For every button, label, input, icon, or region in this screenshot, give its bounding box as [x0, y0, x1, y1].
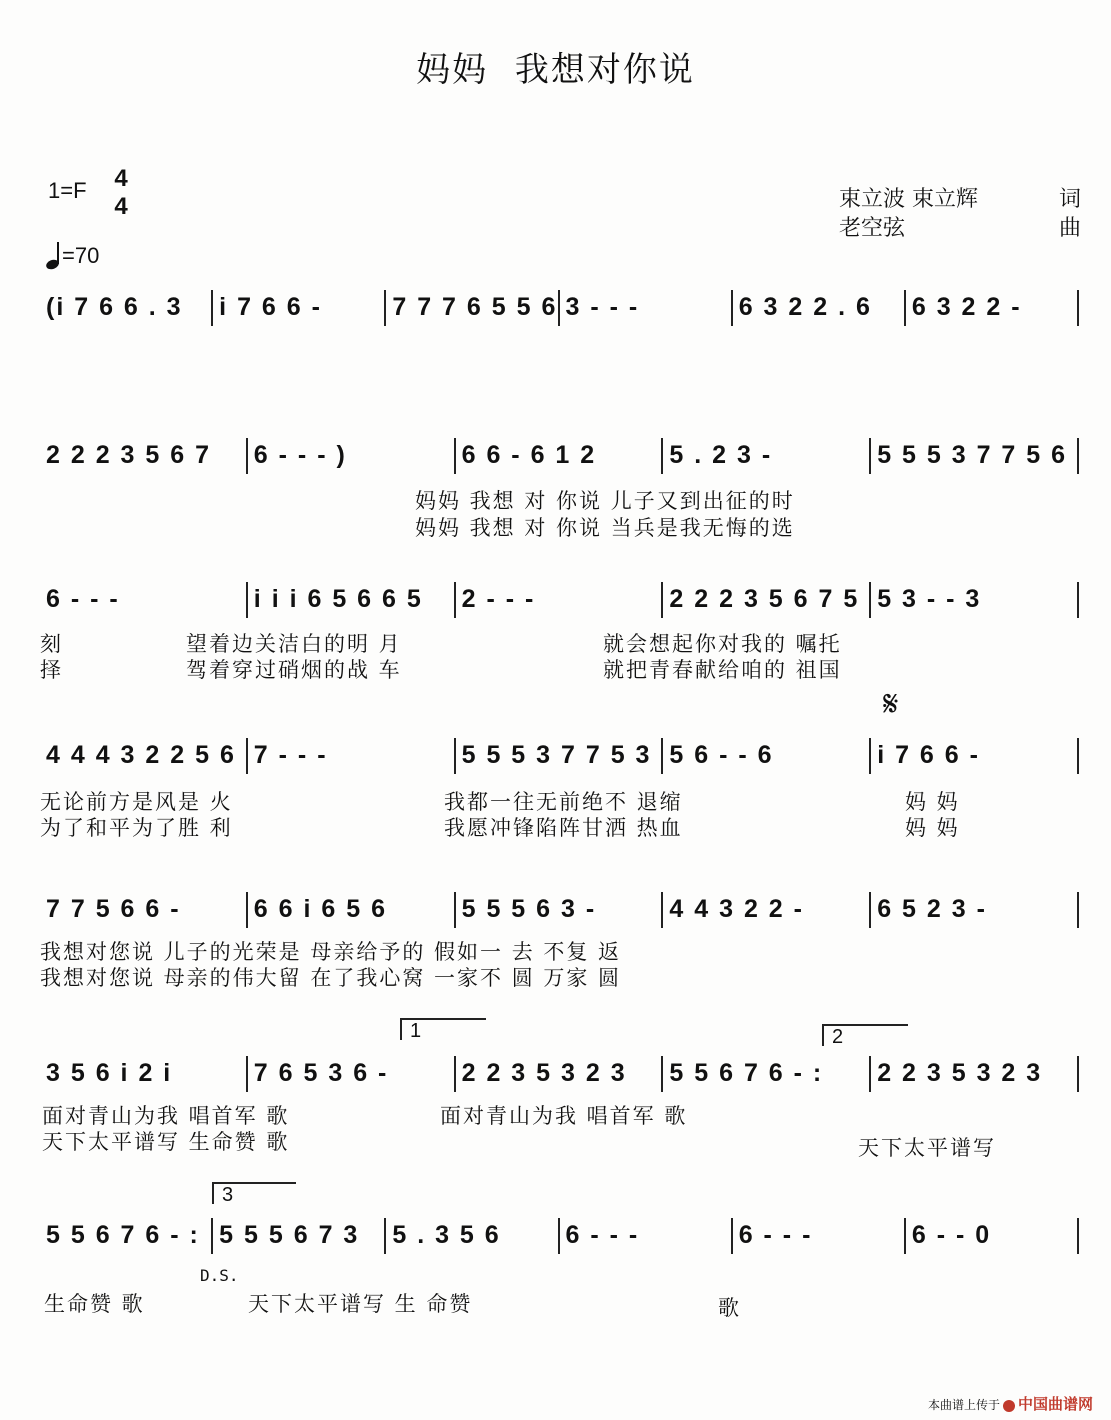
- score-line-2: [40, 438, 1079, 474]
- measure: 7 - - -: [248, 738, 456, 774]
- ds-marking: D.S.: [200, 1266, 239, 1285]
- lyrics-line-3-verse-2b: 驾着穿过硝烟的战 车: [186, 658, 402, 682]
- footer-site: 中国曲谱网: [1017, 1396, 1093, 1413]
- lyrics-line-7c: 歌: [718, 1296, 741, 1320]
- measure: 5 5 6 7 6 - :: [663, 1056, 871, 1092]
- volta-2-label: 2: [832, 1026, 844, 1048]
- measure: 5 5 5 3 7 7 5 3: [456, 738, 664, 774]
- quarter-note-icon: [46, 243, 62, 269]
- composer-row: [839, 214, 1081, 243]
- measure: 6 5 2 3 -: [871, 892, 1079, 928]
- score-line-1: [40, 290, 1079, 326]
- lyrics-line-3-verse-1b: 望着边关洁白的明 月: [186, 632, 402, 656]
- lyricist-role: 词: [1058, 187, 1081, 212]
- lyricists: 束立波 束立辉: [839, 187, 978, 212]
- composer-role: 曲: [1058, 216, 1081, 241]
- measure: 4 4 4 3 2 2 5 6: [40, 738, 248, 774]
- measure: i i i 6 5 6 6 5: [248, 582, 456, 618]
- volta-2: [822, 1024, 908, 1046]
- credits: [839, 185, 1081, 243]
- measure: 7 7 7 6 5 5 6: [386, 290, 559, 326]
- lyrics-line-4-verse-2a: 为了和平为了胜 利: [40, 816, 233, 840]
- tempo-marking: [46, 243, 99, 269]
- segno-icon: 𝄋: [883, 684, 899, 725]
- lyrics-line-3-verse-2c: 就把青春献给咱的 祖国: [603, 658, 842, 682]
- measure: 5 5 5 6 7 3: [213, 1218, 386, 1254]
- lyrics-line-4-verse-2c: 妈 妈: [905, 816, 960, 840]
- score-line-3: [40, 582, 1079, 618]
- lyrics-line-2-verse-2: 妈妈 我想 对 你说 当兵是我无悔的选: [415, 516, 795, 540]
- tempo-value: =70: [62, 243, 100, 268]
- measure: 6 3 2 2 -: [906, 290, 1079, 326]
- volta-1: [400, 1018, 486, 1040]
- lyrics-line-5-verse-1: 我想对您说 儿子的光荣是 母亲给予的 假如一 去 不复 返: [40, 940, 622, 964]
- score-line-7: [40, 1218, 1079, 1254]
- volta-1-label: 1: [410, 1020, 422, 1042]
- lyricist-row: [839, 185, 1081, 214]
- lyrics-line-6-verse-2a: 天下太平谱写 生命赞 歌: [42, 1130, 290, 1154]
- lyrics-line-7a: 生命赞 歌: [44, 1292, 145, 1316]
- score-line-5: [40, 892, 1079, 928]
- time-signature: [112, 165, 130, 221]
- volta-3-label: 3: [222, 1184, 234, 1206]
- composer: 老空弦: [839, 216, 906, 241]
- measure: 6 - - -: [560, 1218, 733, 1254]
- time-signature-top: 4: [114, 165, 128, 192]
- lyrics-line-4-verse-1b: 我都一往无前绝不 退缩: [444, 790, 683, 814]
- measure: 6 3 2 2 . 6: [733, 290, 906, 326]
- measure: 5 5 5 3 7 7 5 6: [871, 438, 1079, 474]
- lyrics-line-6-verse-1b: 面对青山为我 唱首军 歌: [440, 1104, 688, 1128]
- measure: (i 7 6 6 . 3: [40, 290, 213, 326]
- measure: 4 4 3 2 2 -: [663, 892, 871, 928]
- measure: 3 5 6 i 2 i: [40, 1056, 248, 1092]
- lyrics-line-3-verse-2a: 择: [40, 658, 63, 682]
- site-logo-icon: [1003, 1400, 1015, 1412]
- measure: 6 - - -: [733, 1218, 906, 1254]
- key-signature: 1=F: [48, 178, 87, 203]
- measure: 7 6 5 3 6 -: [248, 1056, 456, 1092]
- lyrics-line-4-verse-1c: 妈 妈: [905, 790, 960, 814]
- footer-prefix: 本曲谱上传于: [927, 1398, 1000, 1412]
- lyrics-line-4-verse-2b: 我愿冲锋陷阵甘洒 热血: [444, 816, 683, 840]
- measure: 2 2 2 3 5 6 7 5: [663, 582, 871, 618]
- measure: 5 . 3 5 6: [386, 1218, 559, 1254]
- lyrics-line-3-verse-1c: 就会想起你对我的 嘱托: [603, 632, 842, 656]
- lyrics-line-5-verse-2: 我想对您说 母亲的伟大留 在了我心窝 一家不 圆 万家 圆: [40, 966, 622, 990]
- lyrics-line-7b: 天下太平谱写 生 命赞: [248, 1292, 473, 1316]
- measure: i 7 6 6 -: [871, 738, 1079, 774]
- lyrics-line-3-verse-1a: 刻: [40, 632, 63, 656]
- measure: 5 . 2 3 -: [663, 438, 871, 474]
- measure: 2 - - -: [456, 582, 664, 618]
- measure: 5 3 - - 3: [871, 582, 1079, 618]
- score-line-6: [40, 1056, 1079, 1092]
- measure: 5 6 - - 6: [663, 738, 871, 774]
- volta-3: [212, 1182, 296, 1204]
- measure: 3 - - -: [560, 290, 733, 326]
- measure: 7 7 5 6 6 -: [40, 892, 248, 928]
- measure: 2 2 3 5 3 2 3: [456, 1056, 664, 1092]
- measure: 5 5 6 7 6 - :: [40, 1218, 213, 1254]
- measure: 2 2 2 3 5 6 7: [40, 438, 248, 474]
- lyrics-line-6-verse-1a: 面对青山为我 唱首军 歌: [42, 1104, 290, 1128]
- footer-watermark: [928, 1393, 1093, 1414]
- time-signature-bottom: 4: [114, 193, 128, 220]
- score-line-4: [40, 738, 1079, 774]
- measure: i 7 6 6 -: [213, 290, 386, 326]
- measure: 5 5 5 6 3 -: [456, 892, 664, 928]
- lyrics-line-6-verse-2b: 天下太平谱写: [858, 1136, 996, 1160]
- measure: 6 6 i 6 5 6: [248, 892, 456, 928]
- measure: 2 2 3 5 3 2 3: [871, 1056, 1079, 1092]
- measure: 6 - - - ): [248, 438, 456, 474]
- measure: 6 - - 0: [906, 1218, 1079, 1254]
- measure: 6 - - -: [40, 582, 248, 618]
- lyrics-line-2-verse-1: 妈妈 我想 对 你说 儿子又到出征的时: [415, 489, 795, 513]
- measure: 6 6 - 6 1 2: [456, 438, 664, 474]
- song-title: 妈妈 我想对你说: [416, 50, 695, 90]
- lyrics-line-4-verse-1a: 无论前方是风是 火: [40, 790, 233, 814]
